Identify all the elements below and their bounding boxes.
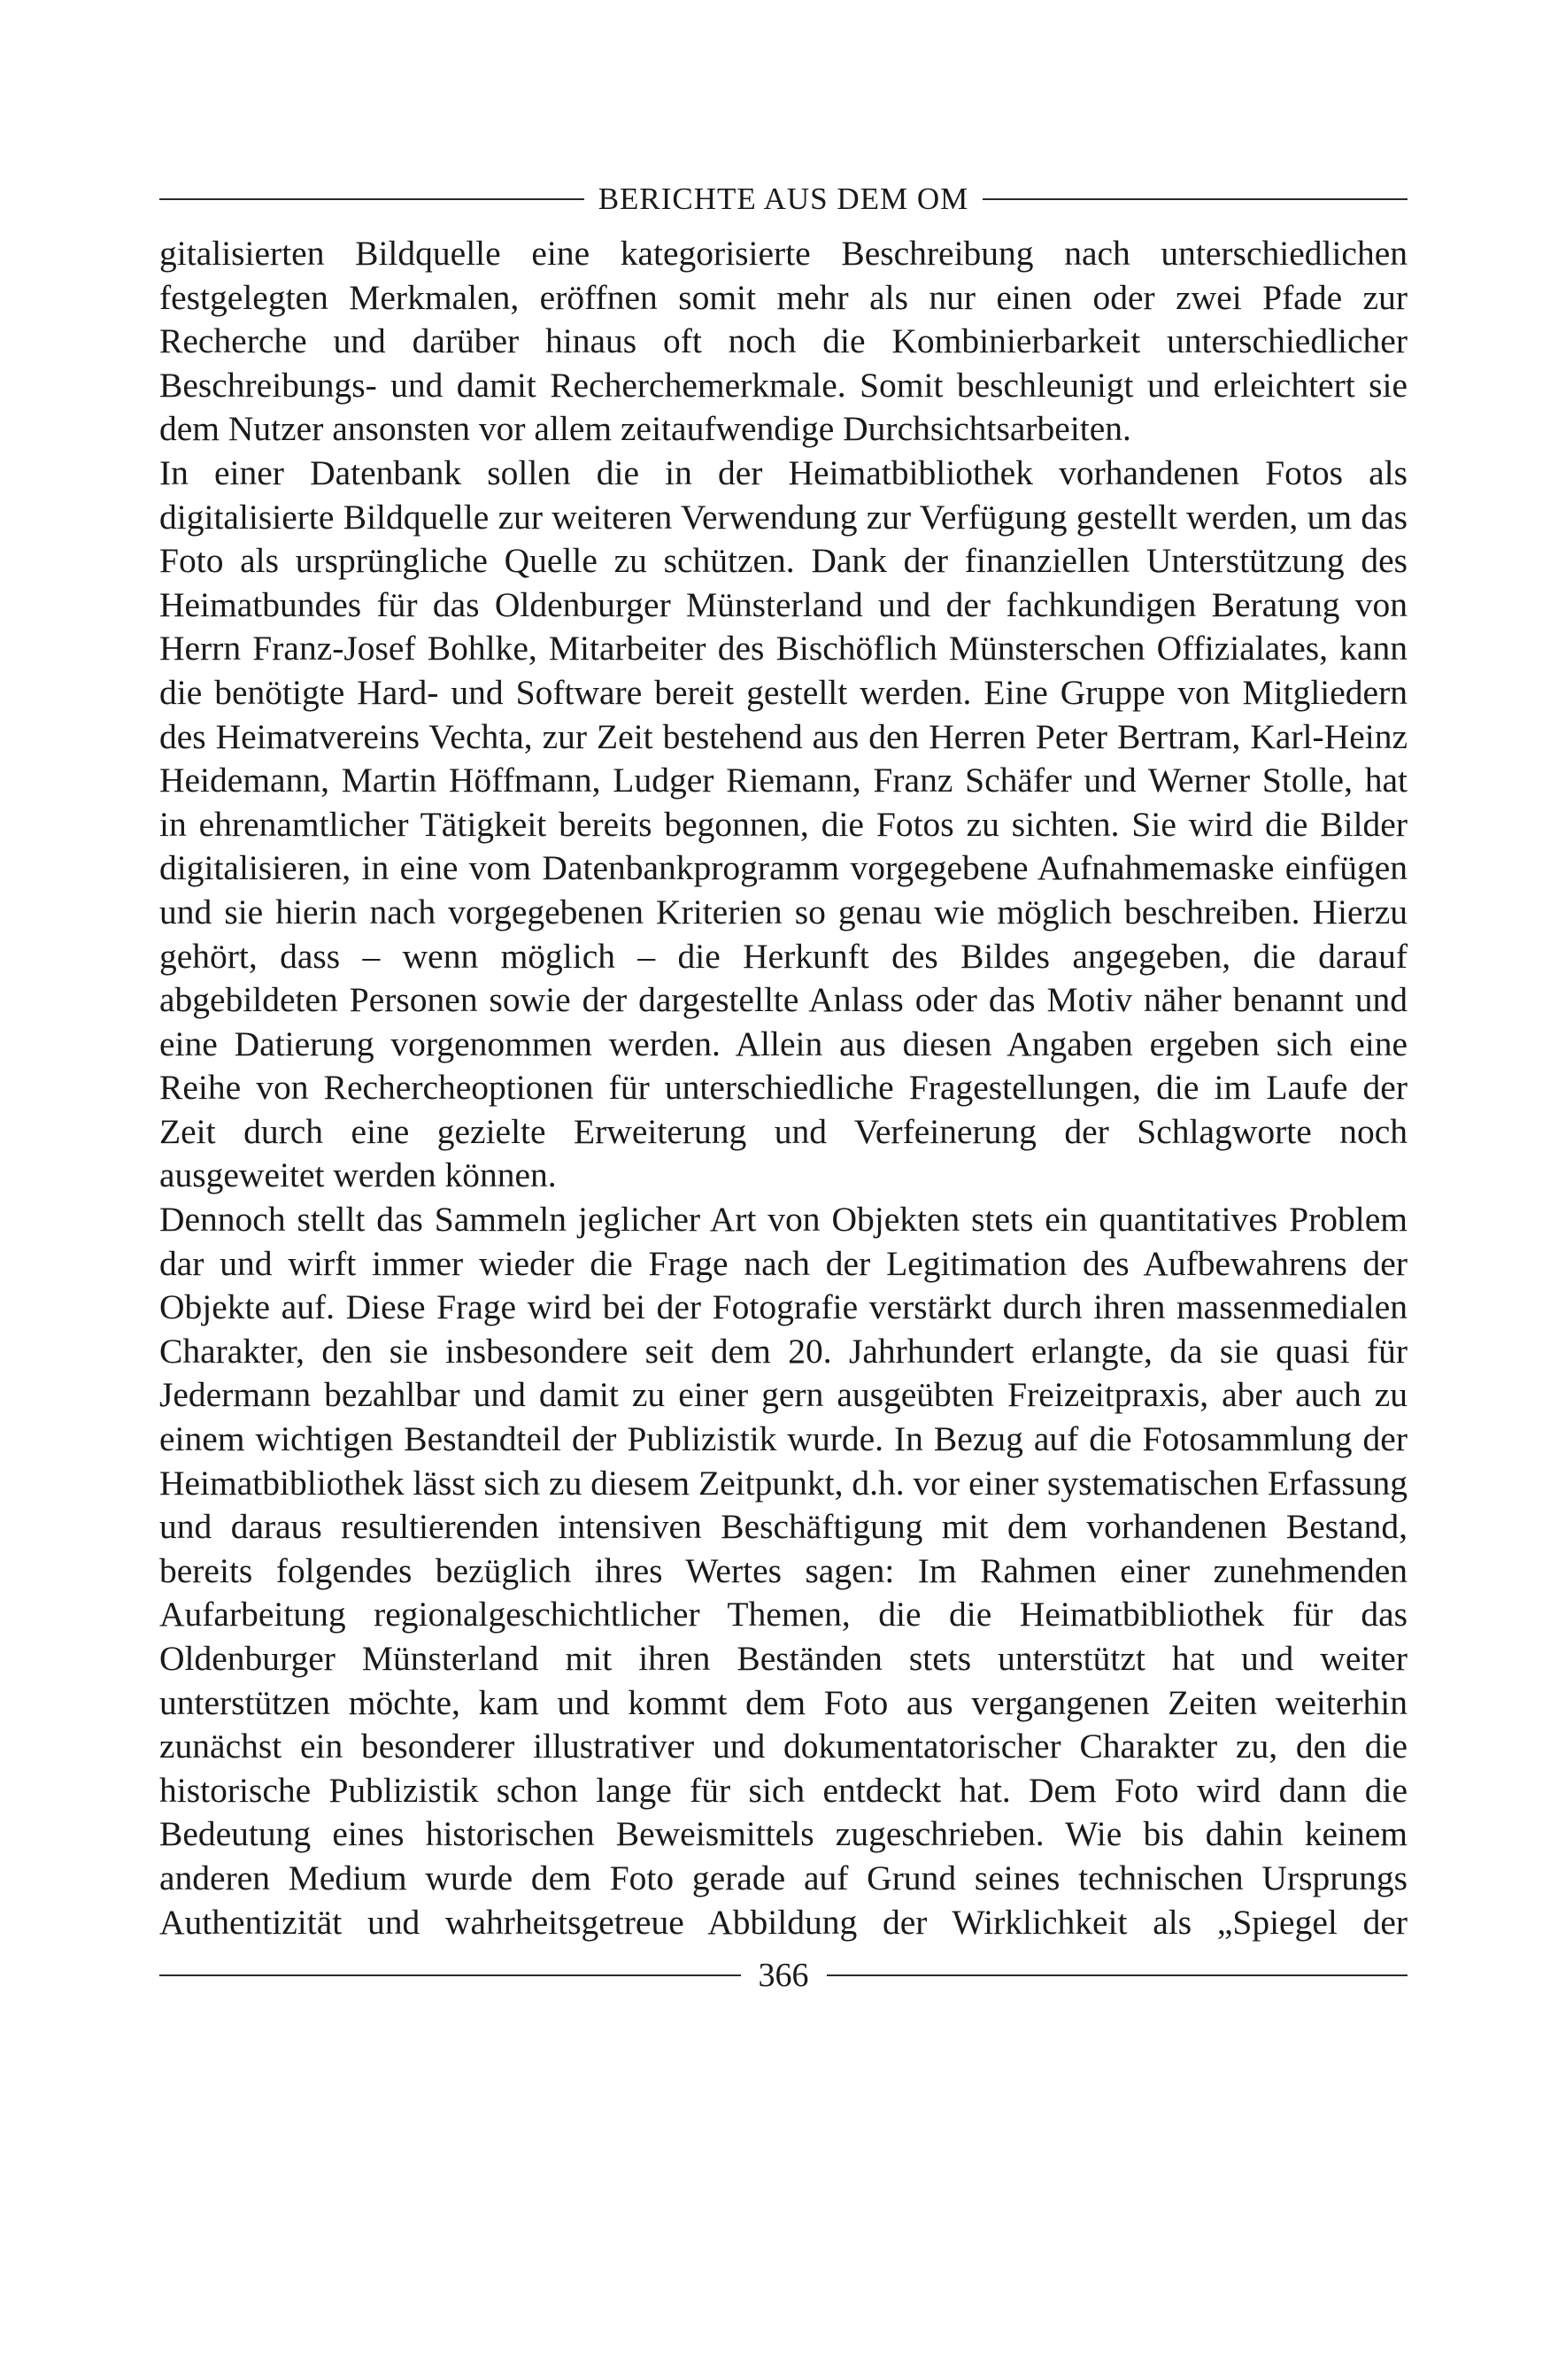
paragraph: gitalisierten Bildquelle eine kategorisierte Beschreibung nach unterschiedlichen festgelegten Merkmalen, eröffnen somit mehr als nur einen oder zwei Pfade zur Recherche und darüber hinaus oft noch die Kombinierbarkeit unterschiedlicher Beschreibungs- und damit Recherchemerkmale. Somit beschleunigt und erleichtert sie dem Nutzer ansonsten vor allem zeitaufwendige Durchsichtsarbeiten. bbox=[159, 234, 1408, 449]
paragraph: Dennoch stellt das Sammeln jeglicher Art von Objekten stets ein quantitatives Problem dar und wirft immer wieder die Frage nach der Legitimation des Aufbewahrens der Objekte auf. Diese Frage wird bei der Fotografie verstärkt durch ihren massenmedialen Charakter, den sie insbesondere seit dem 20. Jahrhundert erlangte, da sie quasi für Jedermann bezahlbar und damit zu einer gern ausgeübten Freizeitpraxis, aber auch zu einem wichtigen Bestandteil der Publizistik wurde. In Bezug auf die Fotosammlung der Heimatbibliothek lässt sich zu diesem Zeitpunkt, d.h. vor einer systematischen Erfassung und daraus resultierenden intensiven Beschäftigung mit dem vorhandenen Bestand, bereits folgendes bezüglich ihres Wertes sagen: Im Rahmen einer zunehmenden Aufarbeitung regionalgeschichtlicher Themen, die die Heimatbibliothek für das Oldenburger Münsterland mit ihren Beständen stets unterstützt hat und weiter unterstützen möchte, kam und kommt dem Foto aus vergangenen Zeiten weiterhin zunächst ein besonderer illustrativer und dokumentatorischer Charakter zu, den die historische Publizistik schon lange für sich entdeckt hat. Dem Foto wird dann die Bedeutung eines historischen Beweismittels zugeschrieben. Wie bis dahin keinem anderen Medium wurde dem Foto gerade auf Grund seines technischen Ursprungs Authentizität und wahrheitsgetreue Abbildung der Wirklichkeit als „Spiegel der bbox=[159, 1200, 1408, 1942]
document-page bbox=[159, 177, 1408, 1998]
header-rule-right bbox=[983, 198, 1408, 200]
running-header bbox=[159, 177, 1408, 221]
header-rule-left bbox=[159, 198, 584, 200]
paragraph: In einer Datenbank sollen die in der Heimatbibliothek vorhandenen Fotos als digitalisierte Bildquelle zur weiteren Verwendung zur Verfügung gestellt werden, um das Foto als ursprüngliche Quelle zu schützen. Dank der finanziellen Unterstützung des Heimatbundes für das Oldenburger Münsterland und der fachkundigen Beratung von Herrn Franz-Josef Bohlke, Mitarbeiter des Bischöflich Münsterschen Offizialates, kann die benötigte Hard- und Software bereit gestellt werden. Eine Gruppe von Mitgliedern des Heimatvereins Vechta, zur Zeit bestehend aus den Herren Peter Bertram, Karl-Heinz Heidemann, Martin Höffmann, Ludger Riemann, Franz Schäfer und Werner Stolle, hat in ehrenamtlicher Tätigkeit bereits begonnen, die Fotos zu sichten. Sie wird die Bilder digitalisieren, in eine vom Datenbankprogramm vorgegebene Aufnahmemaske einfügen und sie hierin nach vorgegebenen Kriterien so genau wie möglich beschreiben. Hierzu gehört, dass – wenn möglich – die Herkunft des Bildes angegeben, die darauf abgebildeten Personen sowie der dargestellte Anlass oder das Motiv näher benannt und eine Datierung vorgenommen werden. Allein aus diesen Angaben ergeben sich eine Reihe von Rechercheoptionen für unterschiedliche Fragestellungen, die im Laufe der Zeit durch eine gezielte Erweiterung und Verfeinerung der Schlagworte noch ausgeweitet werden können. bbox=[159, 452, 1408, 1195]
footer-rule-right bbox=[827, 1974, 1408, 1976]
footer-rule-left bbox=[159, 1974, 741, 1976]
page-number: 366 bbox=[758, 1957, 809, 1995]
header-title: BERICHTE AUS DEM OM bbox=[598, 182, 969, 216]
page-footer bbox=[159, 1953, 1408, 1998]
body-text bbox=[159, 232, 1408, 1944]
